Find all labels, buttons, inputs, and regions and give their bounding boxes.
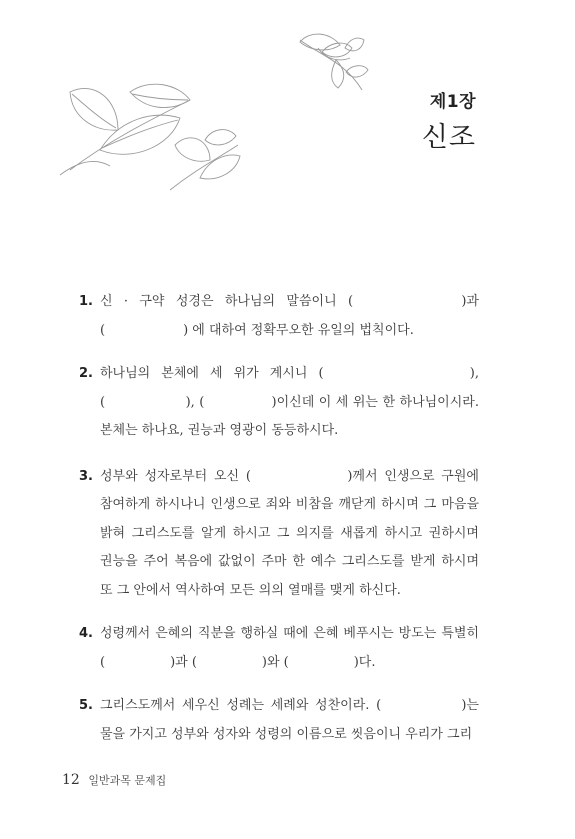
- question-number: 4.: [79, 626, 93, 641]
- leaf-decoration: [0, 0, 575, 260]
- page-footer: [62, 772, 166, 788]
- question-text: 성령께서 은혜의 직분을 행하실 때에 은혜 베푸시는 방도는 특별히 ( )과 ( )와 ( )다.: [100, 626, 479, 670]
- question-text: 그리스도께서 세우신 성례는 세례와 성찬이라. ( )는 물을 가지고 성부와 성자와 성령의 이름으로 씻음이니 우리가 그리: [100, 698, 479, 742]
- book-title: 일반과목 문제집: [88, 774, 167, 787]
- question-number: 3.: [79, 468, 93, 484]
- question-item: [79, 360, 479, 446]
- question-item: [79, 620, 479, 677]
- page-number: 12: [62, 772, 80, 788]
- question-item: [79, 288, 479, 345]
- question-text: 성부와 성자로부터 오신 ( )께서 인생으로 구원에 참여하게 하시나니 인생으로 죄와 비참을 깨닫게 하시며 그 마음을 밝혀 그리스도를 알게 하시고 그 의지를 새롭게 하시고 권하시며 권능을 주어 복음에 값없이 주마 한 예수 그리스도를 받게 하시며 또 그 안에서 역사하여 모든 의의 열매를 맺게 하신다.: [100, 468, 479, 598]
- chapter-title: 신조: [421, 122, 476, 153]
- question-item: [79, 463, 479, 606]
- question-number: 2.: [79, 366, 93, 381]
- question-text: 하나님의 본체에 세 위가 계시니 ( ), ( ), ( )이신데 이 세 위는 한 하나님이시라. 본체는 하나요, 권능과 영광이 동등하시다.: [100, 366, 479, 438]
- question-list: [79, 288, 479, 749]
- question-text: 신 · 구약 성경은 하나님의 말씀이니 ( )과 ( ) 에 대하여 정확무오한 유일의 법칙이다.: [100, 294, 479, 338]
- question-number: 5.: [79, 698, 93, 713]
- question-item: [79, 692, 479, 749]
- chapter-label: 제1장: [429, 92, 476, 112]
- question-number: 1.: [79, 294, 93, 309]
